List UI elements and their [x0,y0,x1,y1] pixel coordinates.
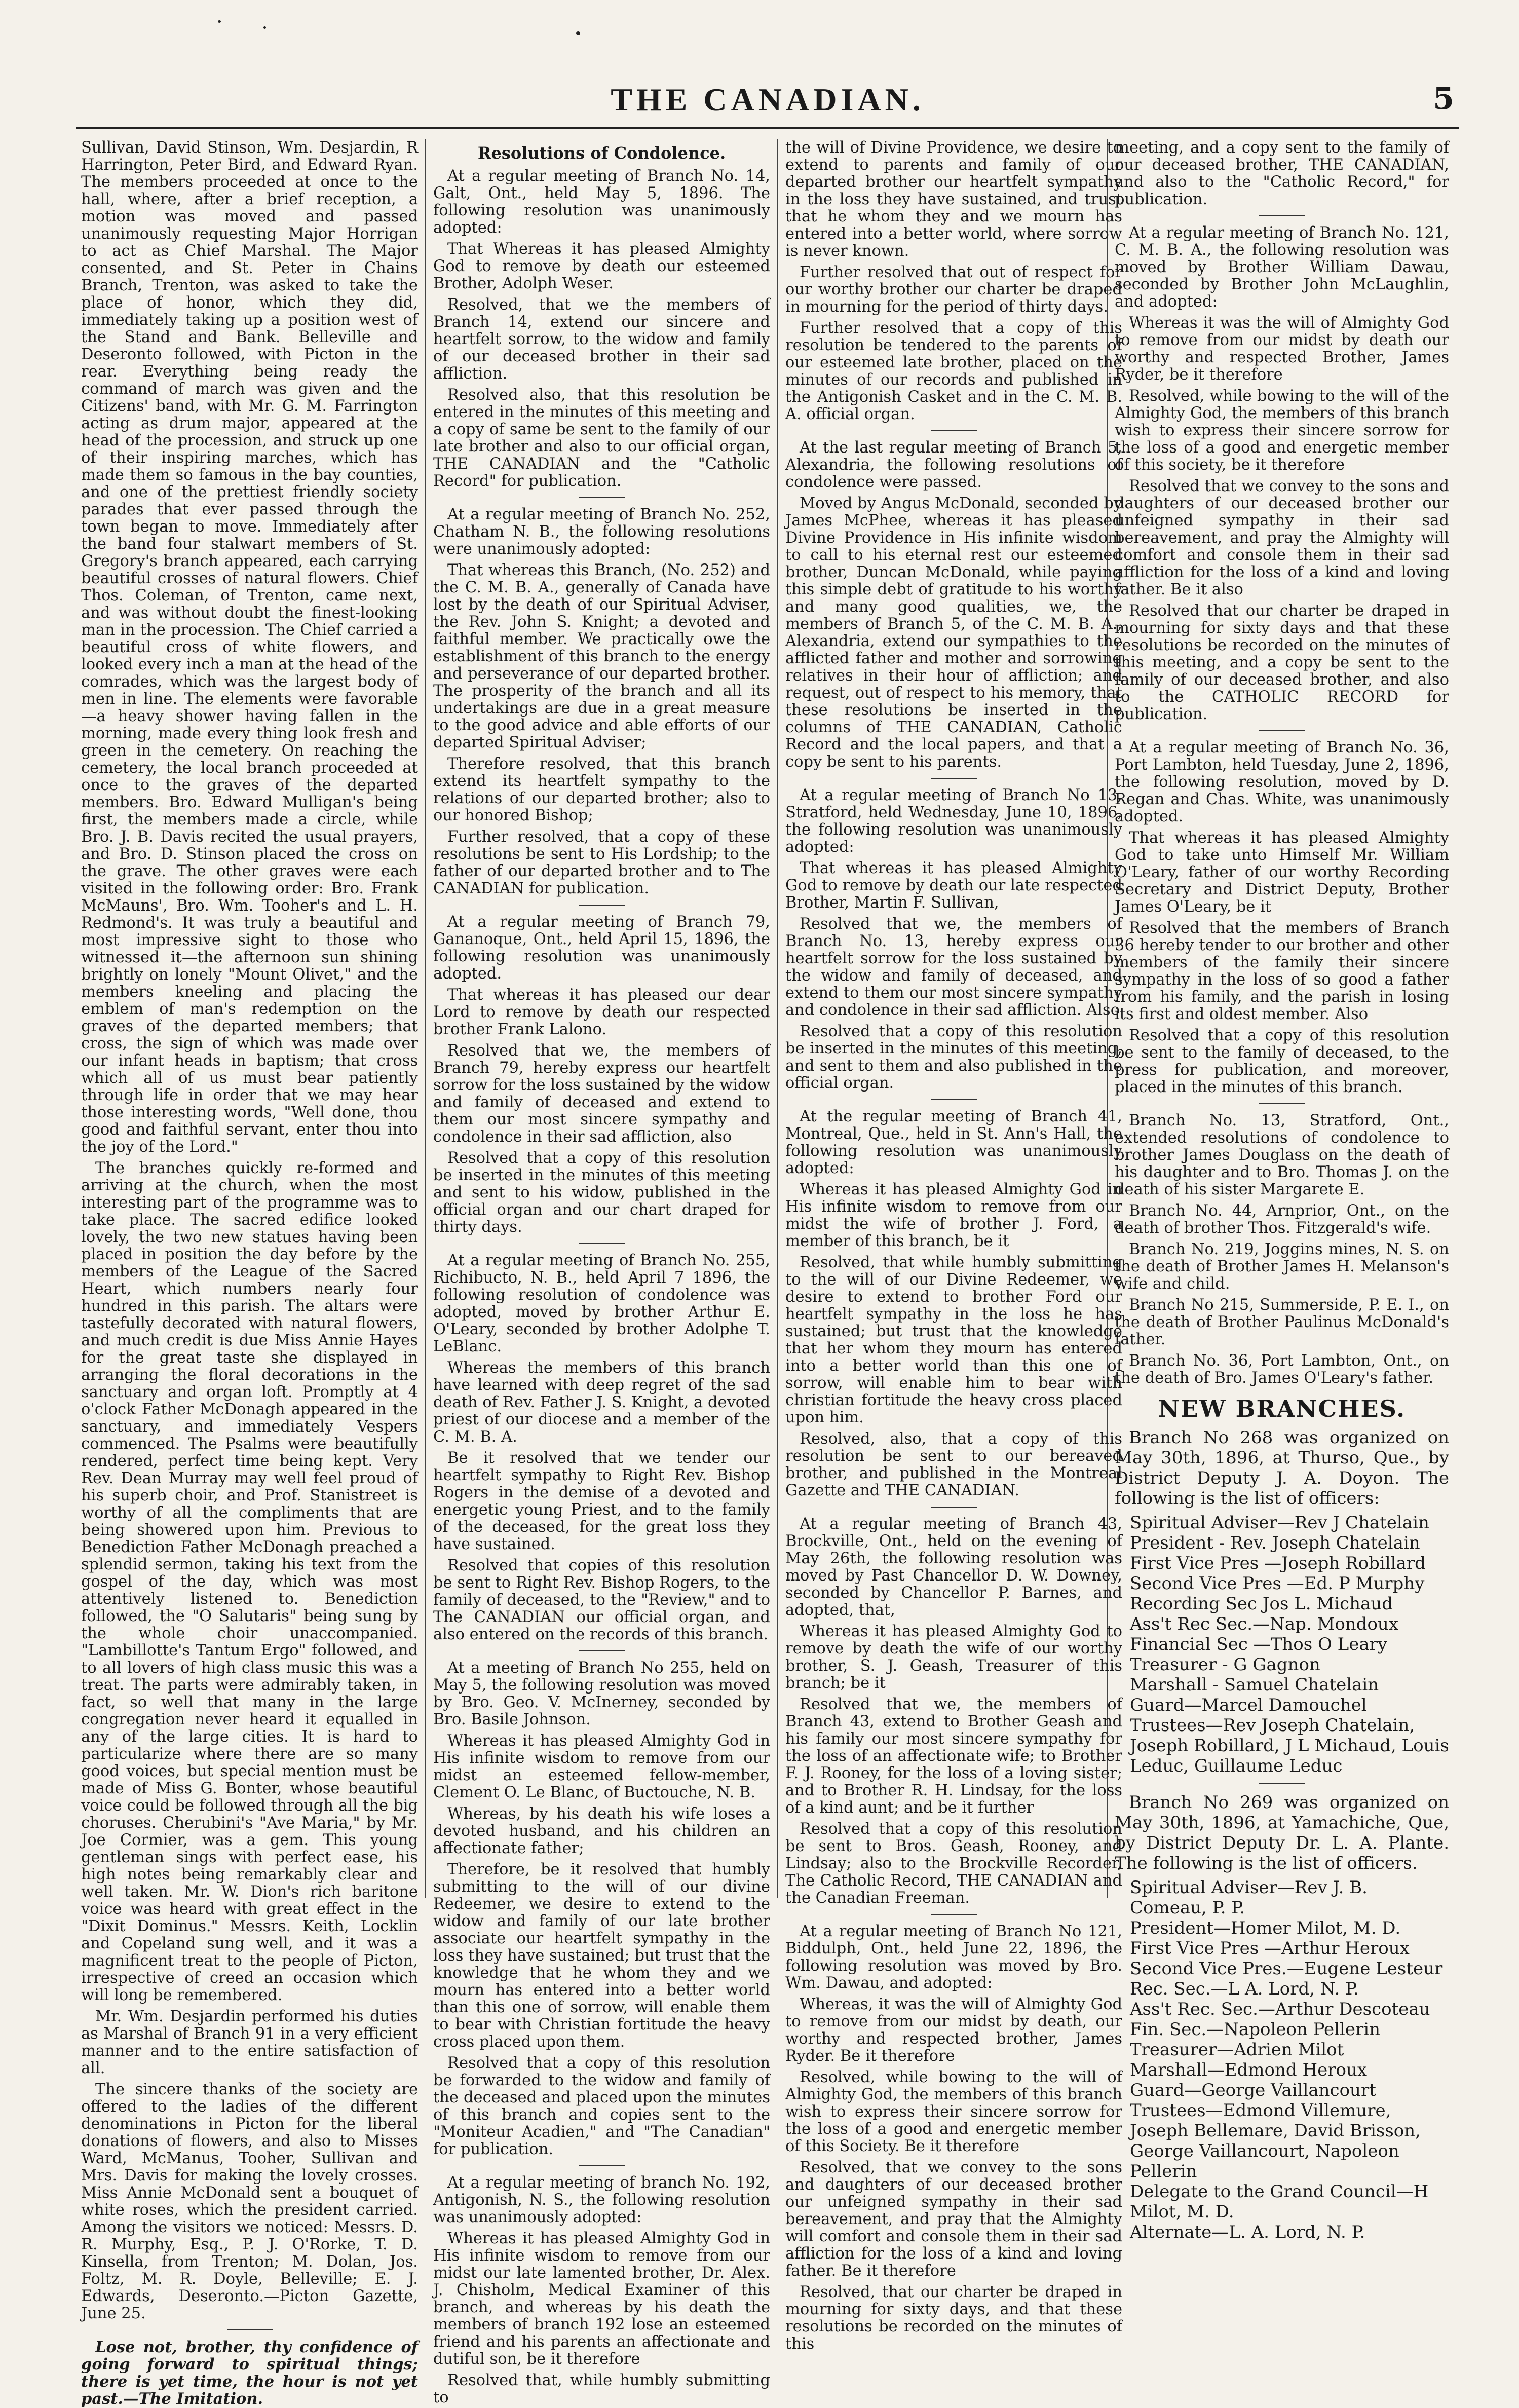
resolution-paragraph: Further resolved, that a copy of these resolutions be sent to His Lordship; to the father of our departed brother and to The CANADIAN for publication. [433,828,770,897]
officer-list [1130,1513,1449,1776]
officer-entry: Guard—Marcel Damouchel [1130,1695,1367,1715]
officer-entry: President—Homer Milot, M. D. [1130,1918,1401,1938]
column-1 [81,139,418,2408]
officer-entry: Delegate to the Grand Council—H Milot, M. D. [1130,2181,1429,2222]
separator [1259,730,1305,731]
separator [227,2329,273,2330]
column-4 [1115,139,1449,2242]
resolution-paragraph: Whereas, it was the will of Almighty God to remove from our midst by death, our worthy and respected brother, James Ryder. Be it therefore [785,1996,1122,2065]
resolution-paragraph: Resolved, while bowing to the will of the Almighty God, the members of this branch wish to express their sincere sorrow for the loss of a good and energetic member of this society, be it therefore [1115,387,1449,474]
condolence-note: Branch No. 44, Arnprior, Ont., on the death of brother Thos. Fitzgerald's wife. [1115,1202,1449,1237]
resolution-paragraph: Therefore resolved, that this branch extend its heartfelt sympathy to the relations of our departed brother; also to our honored Bishop; [433,755,770,824]
page-number: 5 [1433,81,1454,117]
officer-entry: Spiritual Adviser—Rev J Chatelain [1130,1513,1429,1533]
officer-entry: Ass't Rec Sec.—Nap. Mondoux [1130,1614,1398,1634]
officer-entry: Second Vice Pres —Ed. P Murphy [1130,1573,1425,1594]
resolution-paragraph: At a regular meeting of Branch No. 121, C. M. B. A., the following resolution was moved by Brother William Dawau, seconded by Brother John McLaughlin, and adopted: [1115,224,1449,311]
resolution-paragraph: At a regular meeting of Branch No. 252, Chatham N. B., the following resolutions were unanimously adopted: [433,506,770,558]
resolution-paragraph: Whereas, by his death his wife loses a devoted husband, and his children an affectionate father; [433,1805,770,1857]
resolution-paragraph: At a regular meeting of Branch No. 255, Richibucto, N. B., held April 7 1896, the following resolution of condolence was adopted, moved by brother Arthur E. O'Leary, seconded by brother Adolphe T. LeBlanc. [433,1252,770,1356]
officer-entry: Marshall - Samuel Chatelain [1130,1675,1379,1695]
resolution-paragraph: That whereas this Branch, (No. 252) and the C. M. B. A., generally of Canada have lost by the death of our Spiritual Adviser, the Rev. John S. Knight; a devoted and faithful member. We practically owe the establishment of this branch to the energy and perseverance of our departed brother. The prosperity of the branch and all its undertakings are due in a great measure to the good advice and able efforts of our departed Spiritual Adviser; [433,561,770,751]
condolence-note: Branch No. 36, Port Lambton, Ont., on the death of Bro. James O'Leary's father. [1115,1352,1449,1387]
resolution-paragraph: Resolved, that while humbly submitting to the will of our Divine Redeemer, we desire to extend to brother Ford our heartfelt sympathy in the loss he has sustained; but trust that the knowledge that her whom they mourn has entered into a better world than this one of sorrow, will enable him to bear with christian fortitude the heavy cross placed upon him. [785,1254,1122,1426]
branch-intro: Branch No 268 was organized on May 30th, 1896, at Thurso, Que., by District Deputy J. A. Doyon. The following is the list of officers: [1115,1427,1449,1509]
resolution-paragraph: Whereas it has pleased Almighty God in His infinite wisdom to remove from our midst an esteemed fellow-member, Clement O. Le Blanc, of Buctouche, N. B. [433,1732,770,1801]
resolution-paragraph: Resolved, while bowing to the will of Almighty God, the members of this branch wish to express their sincere sorrow for the loss of a good and energetic member of this Society. Be it therefore [785,2068,1122,2155]
resolution-paragraph: Resolved, that our charter be draped in mourning for sixty days, and that these resolutions be recorded on the minutes of this [785,2283,1122,2353]
officer-list [1130,1877,1449,2242]
print-speck [263,26,266,29]
resolution-paragraph: At a regular meeting of branch No. 192, Antigonish, N. S., the following resolution was unanimously adopted: [433,2174,770,2226]
resolution-paragraph: Therefore, be it resolved that humbly submitting to the will of our divine Redeemer, we desire to extend to the widow and family of our late brother associate our heartfelt sympathy in the loss they have sustained; but trust that the knowledge that he whom they and we mourn has entered into a better world than this one of sorrow, will enable them to bear with Christian fortitude the heavy cross placed upon them. [433,1861,770,2051]
resolution-paragraph: Resolved also, that this resolution be entered in the minutes of this meeting and a copy of same be sent to the family of our late brother and also to our official organ, THE CANADIAN and the "Catholic Record" for publication. [433,386,770,490]
condolence-note: Branch No. 13, Stratford, Ont., extended resolutions of condolence to brother James Douglass on the death of his daughter and to Bro. Thomas J. on the death of his sister Margarete E. [1115,1112,1449,1198]
resolution-paragraph: Resolved that a copy of this resolution be inserted in the minutes of this meeting and sent to his widow, published in the official organ and our chart draped for thirty days. [433,1149,770,1236]
resolution-paragraph: Resolved, that we convey to the sons and daughters of our deceased brother our unfeigned sympathy in their sad bereavement, and pray that the Almighty will comfort and console them in their sad affliction for the loss of a kind and loving father. Be it therefore [785,2159,1122,2280]
resolution-paragraph: the will of Divine Providence, we desire to extend to parents and family of our departed brother our heartfelt sympathy in the loss they have sustained, and trust that he whom they and we mourn has entered into a better world, where sorrow is never known. [785,139,1122,260]
column-3 [785,139,1122,2353]
separator [579,905,625,906]
officer-entry: Treasurer—Adrien Milot [1130,2040,1344,2060]
resolution-paragraph: Resolved that we convey to the sons and daughters of our deceased brother our unfeigned sympathy in their sad bereavement, and pray the Almighty will comfort and console them in their sad affliction for the loss of a kind and loving father. Be it also [1115,477,1449,598]
resolution-paragraph: Resolved that the members of Branch 36 hereby tender to our brother and other members of the family their sincere sympathy in the loss of so good a father from his family, and the parish in losing its first and oldest member. Also [1115,919,1449,1023]
officer-entry: First Vice Pres —Joseph Robillard [1130,1553,1426,1573]
resolution-paragraph: meeting, and a copy sent to the family of our deceased brother, THE CANADIAN, and also to the "Catholic Record," for publication. [1115,139,1449,208]
officer-entry: Trustees—Rev Joseph Chatelain, Joseph Robillard, J L Michaud, Louis Leduc, Guillaume Leduc [1130,1715,1449,1776]
resolution-paragraph: That whereas it has pleased Almighty God to remove by death our late respected Brother, Martin F. Sullivan, [785,859,1122,912]
article-paragraph: Sullivan, David Stinson, Wm. Desjardin, R Harrington, Peter Bird, and Edward Ryan. The members proceeded at once to the hall, where, after a brief reception, a motion was moved and passed unanimously requesting Major Horrigan to act as Chief Marshal. The Major consented, and St. Peter in Chains Branch, Trenton, was asked to take the place of honor, which they did, immediately taking up a position west of the Stand and Bank. Belleville and Deseronto followed, with Picton in the rear. Everything being ready the command of march was given and the Citizens' band, with Mr. G. M. Farrington acting as drum major, appeared at the head of the procession, and struck up one of their inspiring marches, which has made them so famous in the bay counties, and one of the prettiest friendly society parades that ever passed through the town began to move. Immediately after the band four stalwart members of St. Gregory's branch appeared, each carrying beautiful crosses of natural flowers. Chief Thos. Coleman, of Trenton, came next, and was without doubt the finest-looking man in the procession. The Chief carried a beautiful cross of white flowers, and looked every inch a man at the head of the comrades, which was the largest body of men in line. The elements were favorable—a heavy shower having fallen in the morning, made every thing look fresh and green in the cemetery. On reaching the cemetery, the local branch proceeded at once to the graves of the departed members. Bro. Edward Mulligan's being first, the members made a circle, while Bro. J. B. Davis recited the usual prayers, and Bro. D. Stinson placed the cross on the grave. The other graves were each visited in the following order: Bro. Frank McMauns', Bro. Wm. Tooher's and L. H. Redmond's. It was truly a beautiful and most impressive sight to those who witnessed it—the afternoon sun shining brightly on lonely "Mount Olivet," and the members kneeling and placing the emblem of man's redemption on the graves of the departed members; that cross, the sign of which was made over our infant heads in baptism; that cross which all of us must bear patiently through life in order that we may hear those interesting words, "Well done, thou good and faithful servant, enter thou into the joy of the Lord." [81,139,418,1156]
resolution-paragraph: Resolved, also, that a copy of this resolution be sent to our bereaved brother, and published in the Montreal Gazette and THE CANADIAN. [785,1430,1122,1499]
officer-entry: Treasurer - G Gagnon [1130,1654,1320,1675]
resolution-paragraph: That whereas it has pleased our dear Lord to remove by death our respected brother Frank Lalono. [433,986,770,1038]
resolution-paragraph: Whereas it has pleased Almighty God to remove by death the wife of our worthy brother, S. J. Geash, Treasurer of this branch; be it [785,1623,1122,1692]
resolution-paragraph: Resolved that our charter be draped in mourning for sixty days and that these resolutions be recorded on the minutes of this meeting, and a copy be sent to the family of our deceased brother, and also to the CATHOLIC RECORD for publication. [1115,602,1449,723]
resolution-paragraph: Resolved that a copy of this resolution be forwarded to the widow and family of the deceased and placed upon the minutes of this branch and copies sent to the "Moniteur Acadien," and "The Canadian" for publication. [433,2054,770,2158]
resolution-paragraph: At the regular meeting of Branch 41, Montreal, Que., held in St. Ann's Hall, the following resolution was unanimously adopted: [785,1108,1122,1177]
resolution-paragraph: At a regular meeting of Branch 43, Brockville, Ont., held on the evening of May 26th, the following resolution was moved by Past Chancellor D. W. Downey, seconded by Chancellor P. Barnes, and adopted, that, [785,1515,1122,1619]
condolence-note: Branch No. 219, Joggins mines, N. S. on the death of Brother James H. Melanson's wife and child. [1115,1240,1449,1293]
imitation-quote: Lose not, brother, thy confidence of going forward to spiritual things; there is yet time, the hour is not yet past.—The Imitation. [81,2338,418,2408]
separator [931,1507,977,1508]
masthead-rule [76,127,1459,129]
resolution-paragraph: At a regular meeting of Branch No. 14, Galt, Ont., held May 5, 1896. The following resolution was unanimously adopted: [433,167,770,237]
column-2 [433,139,770,2406]
officer-entry: Spiritual Adviser—Rev J. B. Comeau, P. P. [1130,1877,1368,1918]
officer-entry: Recording Sec Jos L. Michaud [1130,1594,1393,1614]
resolution-paragraph: That whereas it has pleased Almighty God to take unto Himself Mr. William O'Leary, father of our worthy Recording Secretary and District Deputy, Brother James O'Leary, be it [1115,829,1449,916]
resolution-paragraph: At a meeting of Branch No 255, held on May 5, the following resolution was moved by Bro. Geo. V. McInerney, seconded by Bro. Basile Johnson. [433,1659,770,1728]
officer-entry: Rec. Sec.—L A. Lord, N. P. [1130,1979,1359,1999]
separator [931,430,977,431]
separator [931,1914,977,1915]
resolution-paragraph: Resolved, that we the members of Branch 14, extend our sincere and heartfelt sorrow, to the widow and family of our deceased brother in their sad affliction. [433,296,770,383]
officer-entry: Marshall—Edmond Heroux [1130,2060,1368,2080]
branch-intro: Branch No 269 was organized on May 30th, 1896, at Yamachiche, Que, by District Deputy Dr. L. A. Plante. The following is the list of officers. [1115,1792,1449,1873]
officer-entry: First Vice Pres —Arthur Heroux [1130,1938,1410,1959]
resolution-paragraph: Moved by Angus McDonald, seconded by James McPhee, whereas it has pleased Divine Providence in His infinite wisdom to call to his eternal rest our esteemed brother, Duncan McDonald, while paying this simple debt of gratitude to his worthy and many good qualities, we, the members of Branch 5, of the C. M. B. A., Alexandria, extend our sympathies to the afflicted father and mother and sorrowing relatives in their hour of affliction; and request, out of respect to his memory, that these resolutions be inserted in the columns of THE CANADIAN, Catholic Record and the local papers, and that a copy be sent to his parents. [785,495,1122,771]
separator [1259,215,1305,216]
column-rule-2 [777,139,778,1898]
article-paragraph: The branches quickly re-formed and arriving at the church, when the most interesting part of the programme was to take place. The sacred edifice looked lovely, the two new statues having been placed in position the day before by the members of the League of the Sacred Heart, which numbers nearly four hundred in this parish. The altars were tastefully decorated with natural flowers, and much credit is due Miss Annie Hayes for the great taste she displayed in arranging the floral decorations in the sanctuary and organ loft. Promptly at 4 o'clock Father McDonagh appeared in the sanctuary, and immediately Vespers commenced. The Psalms were beautifully rendered, perfect time being kept. Very Rev. Dean Murray may well feel proud of his superb choir, and Prof. Stanistreet is worthy of all the compliments that are being showered upon him. Previous to Benediction Father McDonagh preached a splendid sermon, taking his text from the gospel of the day, which was most attentively listened to. Benediction followed, the "O Salutaris" being sung by the whole choir unaccompanied. "Lambillotte's Tantum Ergo" followed, and to all lovers of high class music this was a treat. The parts were admirably taken, in fact, so well that many in the large congregation never heard it equalled in any of the large cities. It is hard to particularize where there are so many good voices, but special mention must be made of Miss G. Bonter, whose beautiful voice could be followed through all the big choruses. Cherubini's "Ave Maria," by Mr. Joe Cormier, was a gem. This young gentleman sings with perfect ease, his high notes being remarkably clear and well taken. Mr. W. Dion's rich baritone voice was heard with great effect in the "Dixit Dominus." Messrs. Keith, Locklin and Copeland sung well, and it was a magnificent treat to the people of Picton, irrespective of creed an occasion which will long be remembered. [81,1159,418,2004]
section-heading-condolence: Resolutions of Condolence. [477,143,726,163]
officer-entry: Financial Sec —Thos O Leary [1130,1634,1388,1654]
resolution-paragraph: At a regular meeting of Branch No 121, Biddulph, Ont., held June 22, 1896, the following resolution was moved by Bro. Wm. Dawau, and adopted: [785,1923,1122,1992]
separator [579,1650,625,1651]
resolution-paragraph: Resolved that we, the members of Branch 43, extend to Brother Geash and his family our most sincere sympathy for the loss of an affectionate wife; to Brother F. J. Rooney, for the loss of a loving sister; and to Brother R. H. Lindsay, for the loss of a kind aunt; and be it further [785,1696,1122,1817]
newspaper-title: THE CANADIAN. [611,82,925,118]
resolution-paragraph: At a regular meeting of Branch No 13, Stratford, held Wednesday, June 10, 1896, the following resolution was unanimously adopted: [785,786,1122,856]
resolution-paragraph: Resolved that a copy of this resolution be sent to Bros. Geash, Rooney, and Lindsay; also to the Brockville Recorder, The Catholic Record, THE CANADIAN and the Canadian Freeman. [785,1820,1122,1907]
separator [579,1243,625,1244]
separator [579,497,625,498]
officer-entry: Alternate—L. A. Lord, N. P. [1130,2222,1365,2242]
print-speck [218,20,221,23]
section-heading-new-branches: NEW BRANCHES. [1158,1395,1406,1422]
resolution-paragraph: Be it resolved that we tender our heartfelt sympathy to Right Rev. Bishop Rogers in the demise of a devoted and energetic young Priest, and to the family of the deceased, for the great loss they have sustained. [433,1449,770,1553]
resolution-paragraph: Resolved that we, the members of Branch 79, hereby express our heartfelt sorrow for the loss sustained by the widow and family of deceased and extend to them our most sincere sympathy and condolence in their sad affliction, also [433,1042,770,1146]
separator [931,778,977,779]
officer-entry: Trustees—Edmond Villemure, Joseph Bellemare, David Brisson, George Vaillancourt, Napoleon Pellerin [1130,2100,1421,2181]
article-paragraph: Mr. Wm. Desjardin performed his duties as Marshal of Branch 91 in a very efficient manner and to the entire satisfaction of all. [81,2008,418,2077]
resolution-paragraph: Resolved that, while humbly submitting to [433,2372,770,2406]
resolution-paragraph: At a regular meeting of Branch 79, Gananoque, Ont., held April 15, 1896, the following resolution was unanimously adopted. [433,913,770,983]
resolution-paragraph: That Whereas it has pleased Almighty God to remove by death our esteemed Brother, Adolph Weser. [433,240,770,292]
resolution-paragraph: At the last regular meeting of Branch 5, Alexandria, the following resolutions of condolence were passed. [785,439,1122,491]
separator [579,2165,625,2166]
resolution-paragraph: Whereas it has pleased Almighty God in His infinite wisdom to remove from our midst the wife of brother J. Ford, a member of this branch, be it [785,1181,1122,1250]
officer-entry: Fin. Sec.—Napoleon Pellerin [1130,2019,1381,2040]
resolution-paragraph: Further resolved that out of respect for our worthy brother our charter be draped in mourning for the period of thirty days. [785,264,1122,316]
resolution-paragraph: Whereas it was the will of Almighty God to remove from our midst by death our worthy and respected Brother, James Ryder, be it therefore [1115,314,1449,384]
resolution-paragraph: Resolved that we, the members of Branch No. 13, hereby express our heartfelt sorrow for the loss sustained by the widow and family of deceased, and extend to them our most sincere sympathy and condolence in their sad affliction. Also [785,915,1122,1019]
officer-entry: Ass't Rec. Sec.—Arthur Descoteau [1130,1999,1430,2019]
condolence-note: Branch No 215, Summerside, P. E. I., on the death of Brother Paulinus McDonald's father. [1115,1296,1449,1348]
separator [1259,1783,1305,1784]
print-speck [576,31,580,35]
separator [931,1099,977,1100]
officer-entry: Guard—George Vaillancourt [1130,2080,1376,2100]
resolution-paragraph: Resolved that a copy of this resolution be sent to the family of deceased, to the press for publication, and moreover, placed in the minutes of this branch. [1115,1027,1449,1096]
resolution-paragraph: Resolved that a copy of this resolution be inserted in the minutes of this meeting, and sent to them and also published in the official organ. [785,1023,1122,1092]
column-rule-1 [425,139,426,1898]
resolution-paragraph: Whereas it has pleased Almighty God in His infinite wisdom to remove from our midst our late lamented brother, Dr. Alex. J. Chisholm, Medical Examiner of this branch, and whereas by his death the members of branch 192 lose an esteemed friend and his parents an affectionate and dutiful son, be it therefore [433,2230,770,2368]
resolution-paragraph: Whereas the members of this branch have learned with deep regret of the sad death of Rev. Father J. S. Knight, a devoted priest of our diocese and a member of the C. M. B. A. [433,1359,770,1446]
officer-entry: Second Vice Pres.—Eugene Lesteur [1130,1959,1443,1979]
masthead [76,76,1459,122]
resolution-paragraph: Further resolved that a copy of this resolution be tendered to the parents of our esteemed late brother, placed on the minutes of our records and published in the Antigonish Casket and in the C. M. B. A. official organ. [785,319,1122,423]
officer-entry: President - Rev. Joseph Chatelain [1130,1533,1420,1553]
separator [1259,1103,1305,1104]
article-paragraph: The sincere thanks of the society are offered to the ladies of the different denominations in Picton for the liberal donations of flowers, and also to Misses Ward, McManus, Tooher, Sullivan and Mrs. Davis for making the lovely crosses. Miss Annie McDonald sent a bouquet of white roses, which the president carried. Among the visitors we noticed: Messrs. D. R. Murphy, Esq., P. J. O'Rorke, T. D. Kinsella, from Trenton; M. Dolan, Jos. Foltz, M. R. Doyle, Belleville; E. J. Edwards, Deseronto.—Picton Gazette, June 25. [81,2081,418,2322]
resolution-paragraph: At a regular meeting of Branch No. 36, Port Lambton, held Tuesday, June 2, 1896, the following resolution, moved by D. Regan and Chas. White, was unanimously adopted. [1115,739,1449,825]
resolution-paragraph: Resolved that copies of this resolution be sent to Right Rev. Bishop Rogers, to the family of deceased, to the "Review," and to The CANADIAN our official organ, and also entered on the records of this branch. [433,1557,770,1643]
